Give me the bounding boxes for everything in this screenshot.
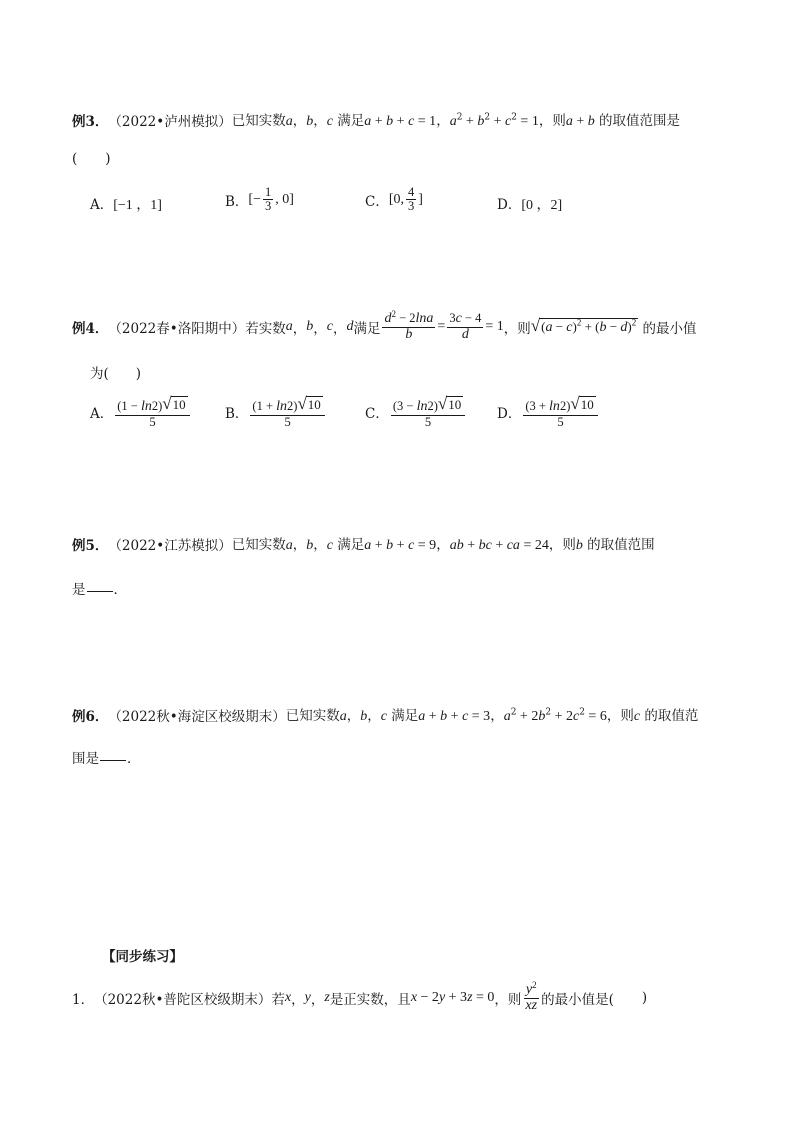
answer-blank[interactable]	[87, 591, 113, 592]
example-4-option-d[interactable]: D． (3 + ln2) √ 10 5	[497, 396, 600, 429]
example-3-question	[72, 109, 680, 130]
example-3-source: （2022•泸州模拟）	[108, 113, 232, 130]
example-3-option-a[interactable]: A．[−1 ，1]	[90, 197, 162, 213]
example-5-label: 例5．	[72, 537, 109, 554]
example-3-option-d[interactable]: D．[0 ，2]	[497, 197, 563, 213]
example-4-option-c[interactable]: C． (3 − ln2) √ 10 5	[365, 396, 467, 429]
example-5-source: （2022•江苏模拟）	[108, 537, 232, 554]
example-4-option-b[interactable]: B． (1 + ln2) √ 10 5	[225, 396, 327, 429]
example-4-source: （2022春•洛阳期中）	[108, 321, 246, 338]
example-3-option-b[interactable]: B． [− $\frac{1}{3}$ , 0]	[225, 185, 294, 214]
example-4-option-a[interactable]: A． (1 − ln2) √ 10 5	[90, 396, 192, 429]
answer-blank[interactable]	[100, 760, 126, 761]
example-6-cont: 围是 ．	[72, 751, 141, 767]
example-5-cont: 是 ．	[72, 582, 127, 598]
example-5-question	[72, 533, 655, 554]
example-3-text: 已知实数a，b，c 满足a + b + c = 1，$a^2 + b^2 + c^2 = 1$，则a + b 的取值范围是	[231, 112, 681, 129]
exercise-1-question	[72, 979, 648, 1013]
example-5-text: 已知实数a，b，c 满足a + b + c = 9，ab + bc + ca = 24，则b 的取值范围	[231, 537, 655, 553]
example-4-label: 例4．	[72, 321, 109, 338]
example-4-question	[72, 308, 697, 342]
section-title: 【同步练习】	[102, 949, 183, 965]
exercise-1-source: （2022秋•普陀区校级期末）	[94, 992, 272, 1009]
exercise-1-text: 若 x ， y ， z 是正实数，且 x − 2 y + 3 z = 0 ，则 $\frac{y^2}{xz}$ 的最小值是( )	[271, 979, 648, 1013]
example-6-label: 例6．	[72, 708, 109, 725]
example-4-cont: 为( )	[90, 366, 142, 382]
example-6-source: （2022秋•海淀区校级期末）	[108, 708, 286, 725]
example-4-text: 若实数 a ， b ， c ， d 满足 $\frac{d^2 - 2\ln a}{b}$ = $\frac{3c - 4}{d}$ = 1 ，则 √ $(a - c)^2 + (b - d)^2$ 的最小值	[245, 308, 697, 342]
example-6-text: 已知实数a，b，c 满足a + b + c = 3，$a^2 + 2b^2 + 2c^2 = 6$，则c 的取值范	[285, 707, 699, 724]
example-3-label: 例3．	[72, 113, 109, 130]
exercise-1-label: 1．	[72, 992, 95, 1009]
example-6-question	[72, 704, 698, 725]
example-3-option-c[interactable]: C． [0, $\frac{4}{3}$ ]	[365, 185, 423, 214]
example-3-paren: ( )	[72, 151, 111, 167]
